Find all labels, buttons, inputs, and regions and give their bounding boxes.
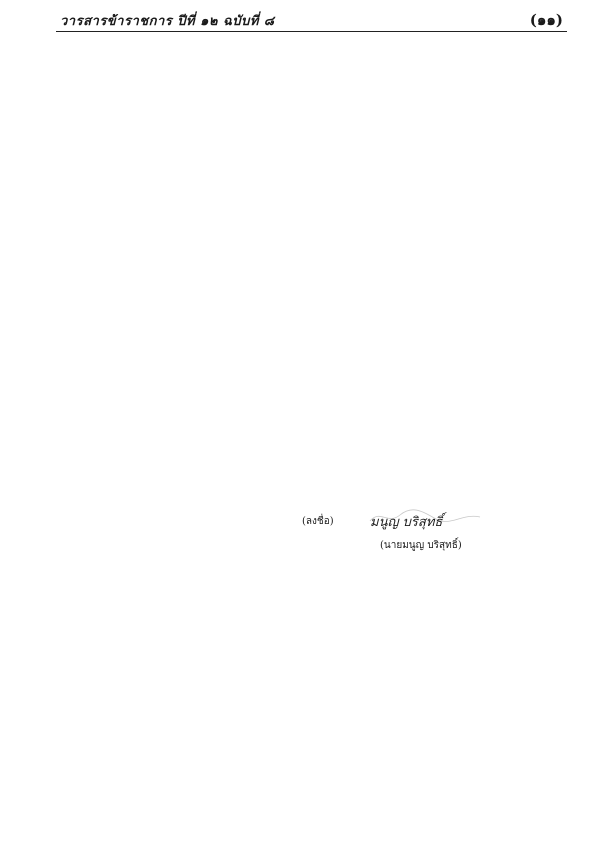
page-number: (๑๑) xyxy=(529,11,563,29)
signature-scrawl xyxy=(366,505,486,527)
signer-name: (นายมนูญ บริสุทธิ์) xyxy=(380,540,462,551)
journal-title: วารสารข้าราชการ ปีที่ ๑๒ ฉบับที่ ๘ xyxy=(60,14,275,29)
signer-signature: มนูญ บริสุทธิ์ xyxy=(370,515,443,530)
signed-mark: (ลงชื่อ) xyxy=(302,516,334,527)
header-divider xyxy=(56,31,567,32)
